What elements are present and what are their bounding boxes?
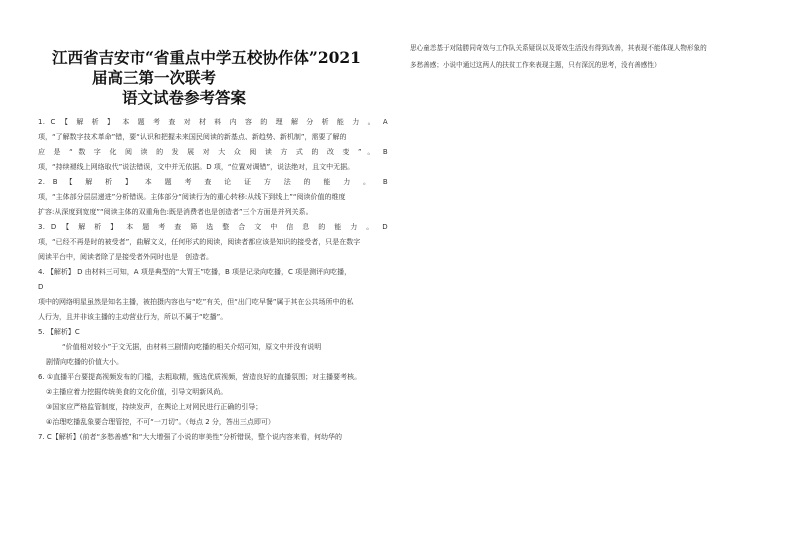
answer-line: 1. C 【 解 析 】 本 题 考 查 对 材 料 内 容 的 理 解 分 析 能 力 。 A xyxy=(38,118,388,126)
answer-line: 3. D 【 解 析 】 本 题 考 查 筛 选 整 合 文 中 信 息 的 能 力 。 D xyxy=(38,223,388,231)
title-line-2: 届高三第一次联考 xyxy=(92,68,217,87)
title-line-3: 语文试卷参考答案 xyxy=(122,88,247,107)
title-line-1: 江西省吉安市“省重点中学五校协作体”2021 xyxy=(52,48,361,67)
answer-line: 阅读平台中，阅读者除了是接受者外同时也是 创造者。 xyxy=(38,253,213,261)
answer-body xyxy=(38,115,388,445)
answer-line: “价值相对较小”于文无据，由材料三剧情向吃播的相关介绍可知，原文中并没有说明 xyxy=(62,343,322,351)
answer-line: 应 是 “ 数 字 化 阅 读 的 发 展 对 大 众 阅 读 方 式 的 改 变 ” 。 B xyxy=(38,148,388,156)
answer-line: 项，“已经不再是时的被受者”，曲解文义，任何形式的阅读，阅读者都应该是知识的接受者，只是在数字 xyxy=(38,238,361,246)
right-column xyxy=(410,0,770,550)
answer-line: ②主播应着力挖掘传统美食的文化价值，引导文明新风尚。 xyxy=(46,388,228,396)
continuation-line: 思心童恙基于对陆勝同奇效与工作队关系疑误以及哥效生活没有得到改善，其表现不能体现人物形象的 xyxy=(410,44,707,52)
answer-line: 项，“了解数字技术革命”错，要“认识和把握未来国民阅读的新基点、新趋势、新机制”，需要了解的 xyxy=(38,133,347,141)
answer-line: 扩容:从深度到宽度”“阅读主体的双重角色:既是消费者也是创造者”三个方面是并列关系。 xyxy=(38,208,313,216)
answer-line: 5. 【解析】C xyxy=(38,328,80,336)
answer-line: ④治理吃播乱象要合理管控，不可“一刀切”。（每点 2 分，答出三点即可） xyxy=(46,418,275,426)
document-title xyxy=(38,48,388,108)
answer-line: 人行为，且并非该主播的主动营业行为，所以不属于“吃播”。 xyxy=(38,313,228,321)
answer-line: 4. 【解析】 D 由材料三可知，A 项是典型的“大胃王”吃播，B 项是记录向吃播，C 项是测评向吃播， xyxy=(38,268,352,276)
answer-line: 项，“持续褪线上网络取代”说法错误，文中并无依据。D 项，“位置对调错”，说法绝对，且文中无据。 xyxy=(38,163,355,171)
answer-line: ③国家应严格监管制度，持续发声，在舆论上对网民进行正确的引导； xyxy=(46,403,263,411)
continuation-line: 多愁善感；小说中通过这两人的扶贫工作来表现主题，只有深沉的思考，没有善感性） xyxy=(410,61,661,69)
answer-line: 6. ①直播平台要提高视频发布的门槛，去粗取精，甄选优质视频，营造良好的直播氛围；对主播要考核。 xyxy=(38,373,362,381)
answer-continuation xyxy=(410,40,770,74)
left-column xyxy=(38,0,388,550)
answer-line: 7. C【解析】(前者“多愁善感”和“大大增强了小说的审美性”分析错误，整个说内容来看，何幼华的 xyxy=(38,433,343,441)
answer-line: D xyxy=(38,283,44,291)
answer-line: 项，“主体部分层层递进”分析错误。主体部分“阅读行为的重心转移:从线下到线上”“阅读价值的维度 xyxy=(38,193,346,201)
answer-line: 项中的网络明星虽然是知名主播，被拍摄内容也与“吃”有关，但“出门吃早餐”属于其在公共场所中的私 xyxy=(38,298,354,306)
answer-line: 2. B 【 解 析 】 本 题 考 查 论 证 方 法 的 能 力 。 B xyxy=(38,178,388,186)
answer-line: 剧情向吃播的价值大小。 xyxy=(46,358,123,366)
